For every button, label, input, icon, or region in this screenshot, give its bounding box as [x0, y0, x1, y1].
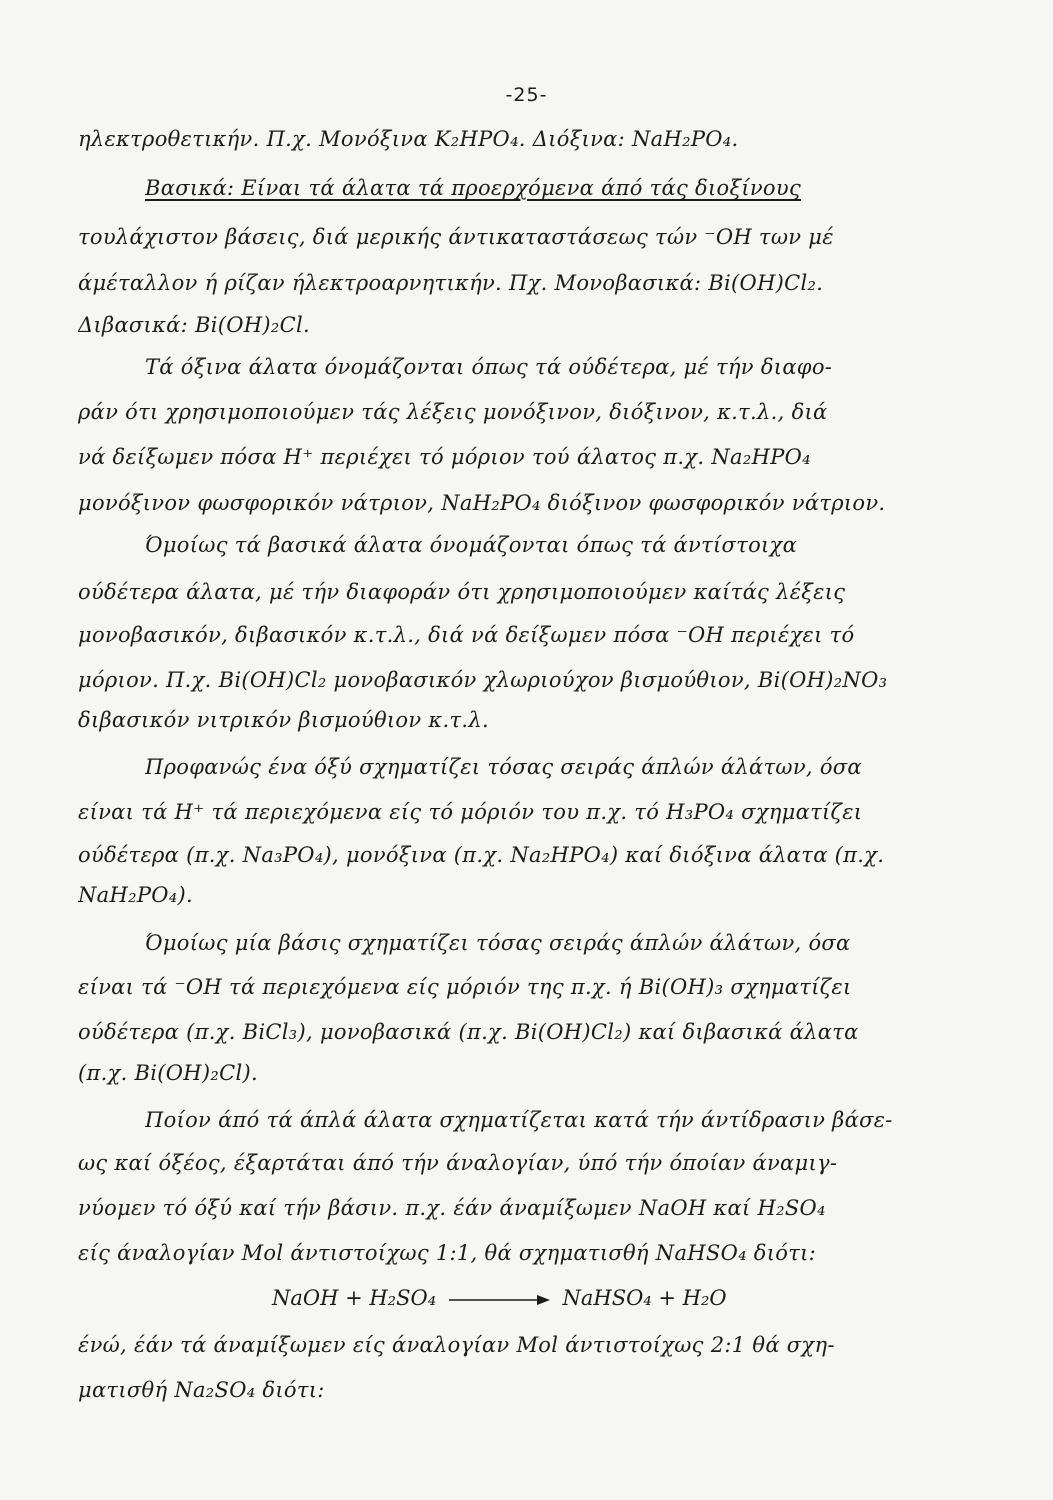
- text-line: Προφανώς ένα όξύ σχηματίζει τόσας σειράς άπλών άλάτων, όσα: [145, 755, 862, 779]
- text-line: μονοβασικόν, διβασικόν κ.τ.λ., διά νά δείξωμεν πόσα ⁻OH περιέχει τό: [78, 623, 855, 647]
- text-line: τουλάχιστον βάσεις, διά μερικής άντικαταστάσεως τών ⁻OH των μέ: [78, 225, 834, 249]
- text-line: ούδέτερα (π.χ. Na₃PO₄), μονόξινα (π.χ. Na₂HPO₄) καί διόξινα άλατα (π.χ.: [78, 843, 885, 867]
- text-line: Τά όξινα άλατα όνομάζονται όπως τά ούδέτερα, μέ τήν διαφο-: [145, 355, 833, 379]
- text-line: (π.χ. Bi(OH)₂Cl).: [78, 1061, 258, 1085]
- text-line: νύομεν τό όξύ καί τήν βάσιν. π.χ. έάν άναμίξωμεν NaOH καί H₂SO₄: [78, 1196, 826, 1220]
- text-line: Όμοίως μία βάσις σχηματίζει τόσας σειράς άπλών άλάτων, όσα: [145, 931, 851, 955]
- equation-products: NaHSO₄ + H₂O: [562, 1286, 727, 1310]
- reaction-arrow-icon: [447, 1293, 552, 1307]
- chemical-equation: [272, 1283, 727, 1313]
- text-line: Ποίον άπό τά άπλά άλατα σχηματίζεται κατά τήν άντίδρασιν βάσε-: [145, 1108, 893, 1132]
- text-line: Όμοίως τά βασικά άλατα όνομάζονται όπως τά άντίστοιχα: [145, 533, 798, 557]
- text-line: ως καί όξέος, έξαρτάται άπό τήν άναλογίαν, ύπό τήν όποίαν άναμιγ-: [78, 1151, 838, 1175]
- text-line: ράν ότι χρησιμοποιούμεν τάς λέξεις μονόξινον, διόξινον, κ.τ.λ., διά: [78, 400, 828, 424]
- equation-reactants: NaOH + H₂SO₄: [272, 1286, 437, 1310]
- text-line: ένώ, έάν τά άναμίξωμεν είς άναλογίαν Mol άντιστοίχως 2:1 θά σχη-: [78, 1333, 835, 1357]
- text-line: ματισθή Na₂SO₄ διότι:: [78, 1378, 325, 1402]
- text-line: διβασικόν νιτρικόν βισμούθιον κ.τ.λ.: [78, 708, 489, 732]
- text-line: νά δείξωμεν πόσα H⁺ περιέχει τό μόριον τού άλατος π.χ. Na₂HPO₄: [78, 445, 811, 469]
- text-line: NaH₂PO₄).: [78, 883, 193, 907]
- text-line: μόριον. Π.χ. Bi(OH)Cl₂ μονοβασικόν χλωριούχον βισμούθιον, Bi(OH)₂NO₃: [78, 668, 888, 692]
- text-line: ούδέτερα (π.χ. BiCl₃), μονοβασικά (π.χ. Bi(OH)Cl₂) καί διβασικά άλατα: [78, 1020, 859, 1044]
- text-line: Διβασικά: Bi(OH)₂Cl.: [78, 313, 310, 337]
- text-line: μονόξινον φωσφορικόν νάτριον, NaH₂PO₄ διόξινον φωσφορικόν νάτριον.: [78, 491, 886, 515]
- page-number: -25-: [505, 84, 548, 106]
- text-line: είναι τά H⁺ τά περιεχόμενα είς τό μόριόν του π.χ. τό H₃PO₄ σχηματίζει: [78, 800, 863, 824]
- text-line: ηλεκτροθετικήν. Π.χ. Μονόξινα K₂HPO₄. Διόξινα: NaH₂PO₄.: [78, 127, 739, 151]
- text-line: είναι τά ⁻OH τά περιεχόμενα είς μόριόν της π.χ. ή Bi(OH)₃ σχηματίζει: [78, 975, 852, 999]
- text-line: ούδέτερα άλατα, μέ τήν διαφοράν ότι χρησιμοποιούμεν καίτάς λέξεις: [78, 580, 846, 604]
- text-line: είς άναλογίαν Mol άντιστοίχως 1:1, θά σχηματισθή NaHSO₄ διότι:: [78, 1241, 817, 1265]
- text-line: άμέταλλον ή ρίζαν ήλεκτροαρνητικήν. Πχ. Μονοβασικά: Bi(OH)Cl₂.: [78, 271, 824, 295]
- text-line: Βασικά: Είναι τά άλατα τά προερχόμενα άπό τάς διοξίνους: [145, 176, 802, 200]
